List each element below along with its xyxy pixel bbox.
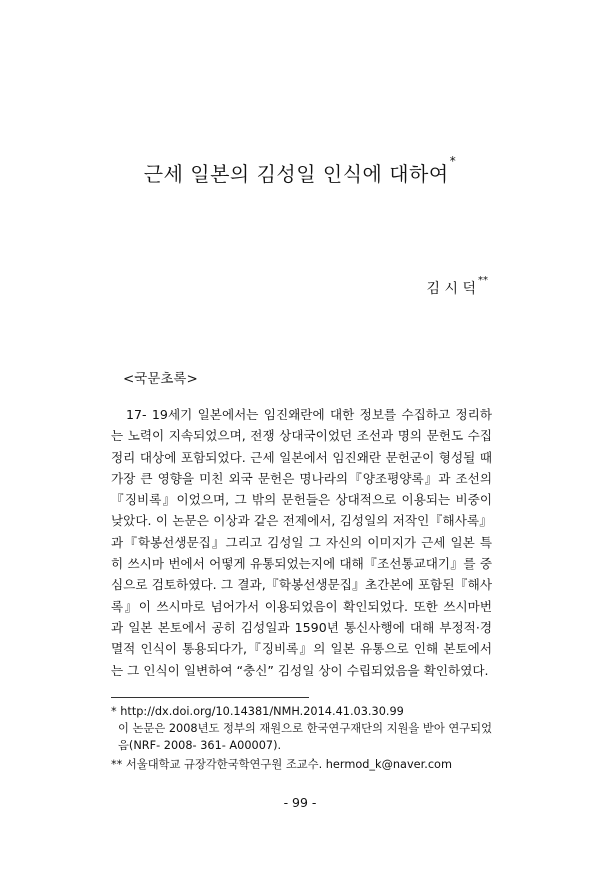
title-text: 근세 일본의 김성일 인식에 대하여 bbox=[143, 162, 449, 186]
author-footnote-mark: ** bbox=[478, 275, 488, 286]
author-line bbox=[426, 275, 488, 298]
page-title bbox=[0, 154, 600, 187]
abstract-label: <국문초록> bbox=[123, 371, 198, 387]
footnote-divider bbox=[111, 697, 309, 698]
page-number: - 99 - bbox=[283, 795, 317, 810]
title-footnote-mark: * bbox=[449, 154, 457, 168]
footnote-author-affiliation: ** 서울대학교 규장각한국학연구원 조교수. hermod_k@naver.com bbox=[111, 758, 452, 771]
footnote-funding: 이 논문은 2008년도 정부의 재원으로 한국연구재단의 지원을 받아 연구되었음(NRF- 2008- 361- A00007). bbox=[118, 722, 492, 752]
footnote-doi: * http://dx.doi.org/10.14381/NMH.2014.41.03.30.99 bbox=[111, 705, 404, 718]
abstract-paragraph: 17- 19세기 일본에서는 임진왜란에 대한 정보를 수집하고 정리하는 노력이 지속되었으며, 전쟁 상대국이었던 조선과 명의 문헌도 수집 정리 대상에 포함되었다. 근세 일본에서 임진왜란 문헌군이 형성될 때 가장 큰 영향을 미친 외국 문헌은 명나라의『양조평양록』과 조선의『징비록』이었으며, 그 밖의 문헌들은 상대적으로 이용되는 비중이 낮았다. 이 논문은 이상과 같은 전제에서, 김성일의 저작인『해사록』과『학봉선생문집』그리고 김성일 그 자신의 이미지가 근세 일본 특히 쓰시마 번에서 어떻게 유통되었는지에 대해『조선통교대기』를 중심으로 검토하였다. 그 결과,『학봉선생문집』초간본에 포함된『해사록』이 쓰시마로 넘어가서 이용되었음이 확인되었다. 또한 쓰시마번과 일본 본토에서 공히 김성일과 1590년 통신사행에 대해 부정적·경멸적 인식이 통용되다가,『징비록』의 일본 유통으로 인해 본토에서는 그 인식이 일변하여 “충신” 김성일 상이 수립되었음을 확인하였다. bbox=[111, 407, 492, 678]
author-name: 김 시 덕 bbox=[426, 281, 476, 297]
